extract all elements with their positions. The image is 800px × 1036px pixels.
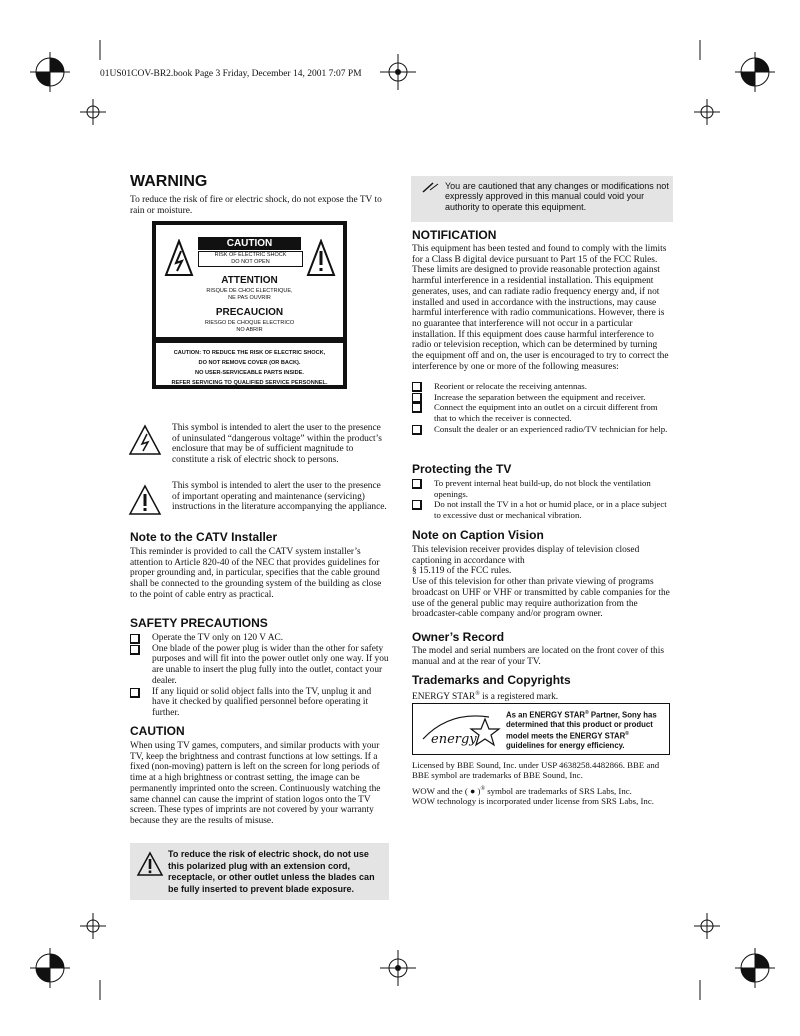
notification-text: This equipment has been tested and found to comply with the limits for a Class B digital device pursuant to Part 15 of the FCC Rules. These limits are designed to provide reasonable protection against harmful interference in a residential installation. This equipment generates, uses, and can radiate radio frequency energy and, if not installed and used in accordance with the instructions, may cause harmful interference with radio communications. However, there is no guarantee that interference will not occur in a particular installation. If this equipment does cause harmful interference to radio or television reception, which can be determined by turning the equipment off and on, the user is encouraged to try to correct the interference by one or more of the following measures: xyxy=(412,244,669,372)
list-item xyxy=(412,381,670,392)
plug-note-text: To reduce the risk of electric shock, do not use this polarized plug with an extension cord, receptacle, or other outlet unless the blades can be fully inserted to prevent blade exposure. xyxy=(168,849,375,894)
energy-box-part3: guidelines for energy efficiency. xyxy=(506,740,625,750)
wow-line1 xyxy=(412,784,670,796)
precaucion-heading: PRECAUCION xyxy=(215,307,284,318)
precaucion-sub-line1: RIESGO DE CHOQUE ELECTRICO xyxy=(204,320,295,326)
energy-star-line xyxy=(412,689,670,703)
notification-list xyxy=(412,381,670,435)
caution-sub-line1: RISK OF ELECTRIC SHOCK xyxy=(214,252,287,258)
catv-title: Note to the CATV Installer xyxy=(130,530,278,544)
energy-logo-text: energy xyxy=(431,732,477,747)
bbe-text: Licensed by BBE Sound, Inc. under USP 4638258.4482866. BBE and BBE symbol are trademarks of BBE Sound, Inc. xyxy=(412,760,660,781)
caution-lower-line2: DO NOT REMOVE COVER (OR BACK). xyxy=(198,360,301,366)
protecting-list xyxy=(412,478,670,521)
list-item xyxy=(412,424,670,435)
warning-title: WARNING xyxy=(130,173,208,190)
caution-label xyxy=(152,221,347,389)
caption-text xyxy=(412,545,670,620)
energy-star-name: ENERGY STAR xyxy=(412,692,476,703)
registered-mark: ® xyxy=(475,691,480,697)
exclamation-symbol-text: This symbol is intended to alert the user to the presence of important operating and maintenance (servicing) instructions in the literature accompanying the appliance. xyxy=(172,481,387,513)
owners-title: Owner’s Record xyxy=(412,630,505,644)
exclamation-warning-icon xyxy=(136,851,164,877)
wow-line2: WOW technology is incorporated under license from SRS Labs, Inc. xyxy=(412,796,654,807)
caution-heading: CAUTION xyxy=(198,237,301,250)
list-item-text: Do not install the TV in a hot or humid place, or in a place subject to excessive dust or mechanical vibration. xyxy=(434,499,667,521)
safety-list xyxy=(130,633,390,719)
voltage-warning-icon xyxy=(164,239,194,277)
energy-star-box xyxy=(412,703,670,755)
notification-title: NOTIFICATION xyxy=(412,228,497,242)
list-item-text: One blade of the power plug is wider than the other for safety purposes and will fit into the power outlet only one way. If you are unable to insert the plug fully into the outlet, contact your dealer. xyxy=(152,643,389,686)
caption-title: Note on Caption Vision xyxy=(412,528,544,542)
list-item-text: Consult the dealer or an experienced radio/TV technician for help. xyxy=(434,423,668,434)
list-item xyxy=(412,499,670,520)
list-item-text: If any liquid or solid object falls into the TV, unplug it and have it checked by qualified personnel before operating it further. xyxy=(152,686,372,718)
modification-note-text: You are cautioned that any changes or modifications not expressly approved in this manual could void your authority to operate this equipment. xyxy=(445,181,669,212)
list-item-text: Connect the equipment into an outlet on a circuit different from that to which the receiver is connected. xyxy=(434,402,658,424)
caution-lower-line3: NO USER-SERVICEABLE PARTS INSIDE. xyxy=(195,370,304,376)
wow-prefix: WOW and the ( xyxy=(412,785,468,796)
registered-mark: ® xyxy=(625,730,629,737)
list-item xyxy=(412,478,670,499)
list-item xyxy=(412,402,670,423)
list-item-text: Operate the TV only on 120 V AC. xyxy=(152,633,284,643)
list-item-text: Increase the separation between the equipment and receiver. xyxy=(434,391,646,402)
wow-suffix: symbol are trademarks of SRS Labs, Inc. xyxy=(485,785,632,796)
wow-bullet-icon: ● xyxy=(469,785,476,796)
attention-sub-line1: RISQUE DE CHOC ELECTRIQUE, xyxy=(206,288,293,294)
note-pencil-icon xyxy=(421,180,441,194)
caution-lower-line4: REFER SERVICING TO QUALIFIED SERVICE PERSONNEL. xyxy=(171,380,328,386)
caution-lower-line1: CAUTION: TO REDUCE THE RISK OF ELECTRIC SHOCK, xyxy=(173,350,326,356)
caution-title: CAUTION xyxy=(130,724,185,738)
plug-note-box xyxy=(130,843,389,900)
list-item-text: Reorient or relocate the receiving antennas. xyxy=(434,381,587,391)
caption-text-3: Use of this television for other than private viewing of programs broadcast on UHF or VHF or transmitted by cable companies for the use of the general public may require authorization from the broadcaster-cable company and/or program owner. xyxy=(412,577,670,620)
voltage-symbol-icon xyxy=(128,424,162,456)
energy-star-box-text xyxy=(506,709,666,751)
list-item xyxy=(130,644,390,687)
caution-lower-text xyxy=(156,343,343,385)
list-item-text: To prevent internal heat build-up, do not block the ventilation openings. xyxy=(434,478,651,499)
attention-sub xyxy=(156,288,343,302)
caution-sub xyxy=(198,251,303,267)
catv-text: This reminder is provided to call the CATV system installer’s attention to Article 820-40 of the NEC that provides guidelines for proper grounding and, in particular, specifies that the cable ground shall be connected to the grounding system of the building as close to the point of cable entry as practical. xyxy=(130,547,382,600)
list-item xyxy=(412,392,670,403)
modification-note-box xyxy=(411,176,673,222)
registered-mark: ® xyxy=(585,710,589,716)
wow-mid: ) xyxy=(477,785,481,796)
energy-star-suffix: is a registered mark. xyxy=(479,692,559,703)
registered-mark: ® xyxy=(480,786,486,792)
print-header: 01US01COV-BR2.book Page 3 Friday, December 14, 2001 7:07 PM xyxy=(100,69,362,79)
safety-title: SAFETY PRECAUTIONS xyxy=(130,616,268,630)
energy-star-logo xyxy=(419,709,501,751)
protecting-title: Protecting the TV xyxy=(412,462,512,476)
exclamation-warning-icon xyxy=(306,239,336,277)
attention-heading: ATTENTION xyxy=(221,275,278,286)
energy-box-part1: As an ENERGY STAR xyxy=(506,710,585,720)
wow-text xyxy=(412,784,670,806)
caution-text: When using TV games, computers, and similar products with your TV, keep the brightness and contrast functions at low settings. If a fixed (non-moving) pattern is left on the screen for long periods of time at a high brightness or contrast setting, the image can be permanently imprinted onto the screen. Continuously watching the same channel can cause the imprint of station logos onto the TV screen. These types of imprints are not covered by your warranty because they are the results of misuse. xyxy=(130,741,381,826)
energy-box-part2: Partner, Sony has determined that this product or product model meets the ENERGY STAR xyxy=(506,710,657,741)
caution-sub-line2: DO NOT OPEN xyxy=(231,259,270,265)
precaucion-sub xyxy=(156,320,343,334)
caption-text-1: This television receiver provides display of television closed captioning in accordance with xyxy=(412,545,640,566)
owners-text: The model and serial numbers are located on the front cover of this manual and at the rear of your TV. xyxy=(412,646,664,667)
exclamation-symbol-icon xyxy=(128,484,162,516)
attention-sub-line2: NE PAS OUVRIR xyxy=(228,295,271,301)
list-item xyxy=(130,687,390,719)
voltage-symbol-text: This symbol is intended to alert the user to the presence of uninsulated “dangerous voltage” within the product’s enclosure that may be of sufficient magnitude to constitute a risk of electric shock to persons. xyxy=(172,423,382,466)
caption-text-2: § 15.119 of the FCC rules. xyxy=(412,566,512,577)
list-item xyxy=(130,633,390,644)
precaucion-sub-line2: NO ABRIR xyxy=(236,327,263,333)
trademarks-title: Trademarks and Copyrights xyxy=(412,673,571,687)
warning-text: To reduce the risk of fire or electric shock, do not expose the TV to rain or moisture. xyxy=(130,195,382,216)
